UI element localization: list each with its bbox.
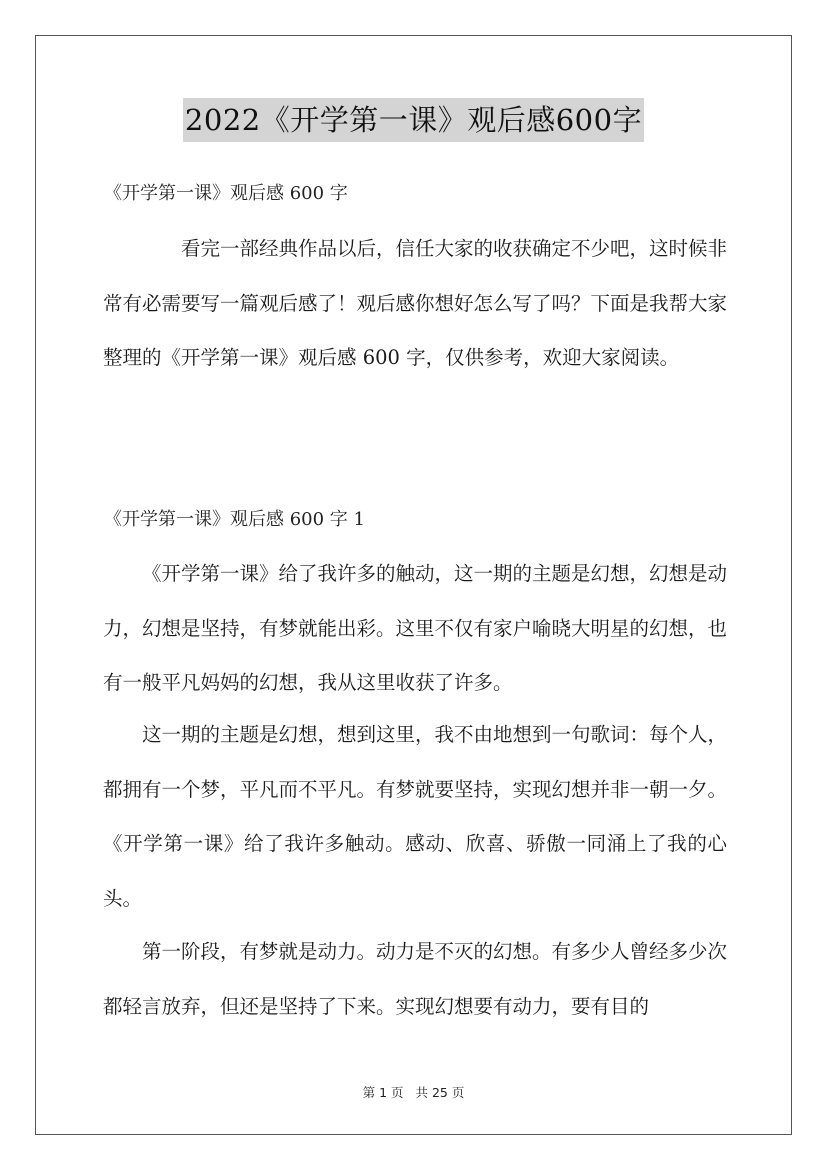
page-number: 第 1 页 [362,1085,404,1100]
intro-paragraph[interactable]: 看完一部经典作品以后，信任大家的收获确定不少吧，这时候非常有必需要写一篇观后感了！观后感你想好怎么写了吗？下面是我帮大家整理的《开学第一课》观后感 600 字，仅供参考，欢迎大家阅读。 [103,237,728,369]
title-container [0,98,827,142]
section-heading[interactable]: 《开学第一课》观后感 600 字 1 [104,509,365,530]
page-total: 共 25 页 [415,1085,465,1100]
body-paragraph-3[interactable]: 第一阶段，有梦就是动力。动力是不灭的幻想。有多少人曾经多少次都轻言放弃，但还是坚持了下来。实现幻想要有动力，要有目的 [103,940,728,1018]
body-paragraph-1[interactable]: 《开学第一课》给了我许多的触动，这一期的主题是幻想，幻想是动力，幻想是坚持，有梦就能出彩。这里不仅有家户喻晓大明星的幻想，也有一般平凡妈妈的幻想，我从这里收获了许多。 [103,562,728,694]
document-title[interactable]: 2022《开学第一课》观后感600字 [183,98,644,142]
body-paragraph-2[interactable]: 这一期的主题是幻想，想到这里，我不由地想到一句歌词：每个人，都拥有一个梦，平凡而不平凡。有梦就要坚持，实现幻想并非一朝一夕。《开学第一课》给了我许多触动。感动、欣喜、骄傲一同涌上了我的心头。 [103,723,728,910]
document-subtitle[interactable]: 《开学第一课》观后感 600 字 [104,183,348,204]
page-footer [0,1083,827,1101]
